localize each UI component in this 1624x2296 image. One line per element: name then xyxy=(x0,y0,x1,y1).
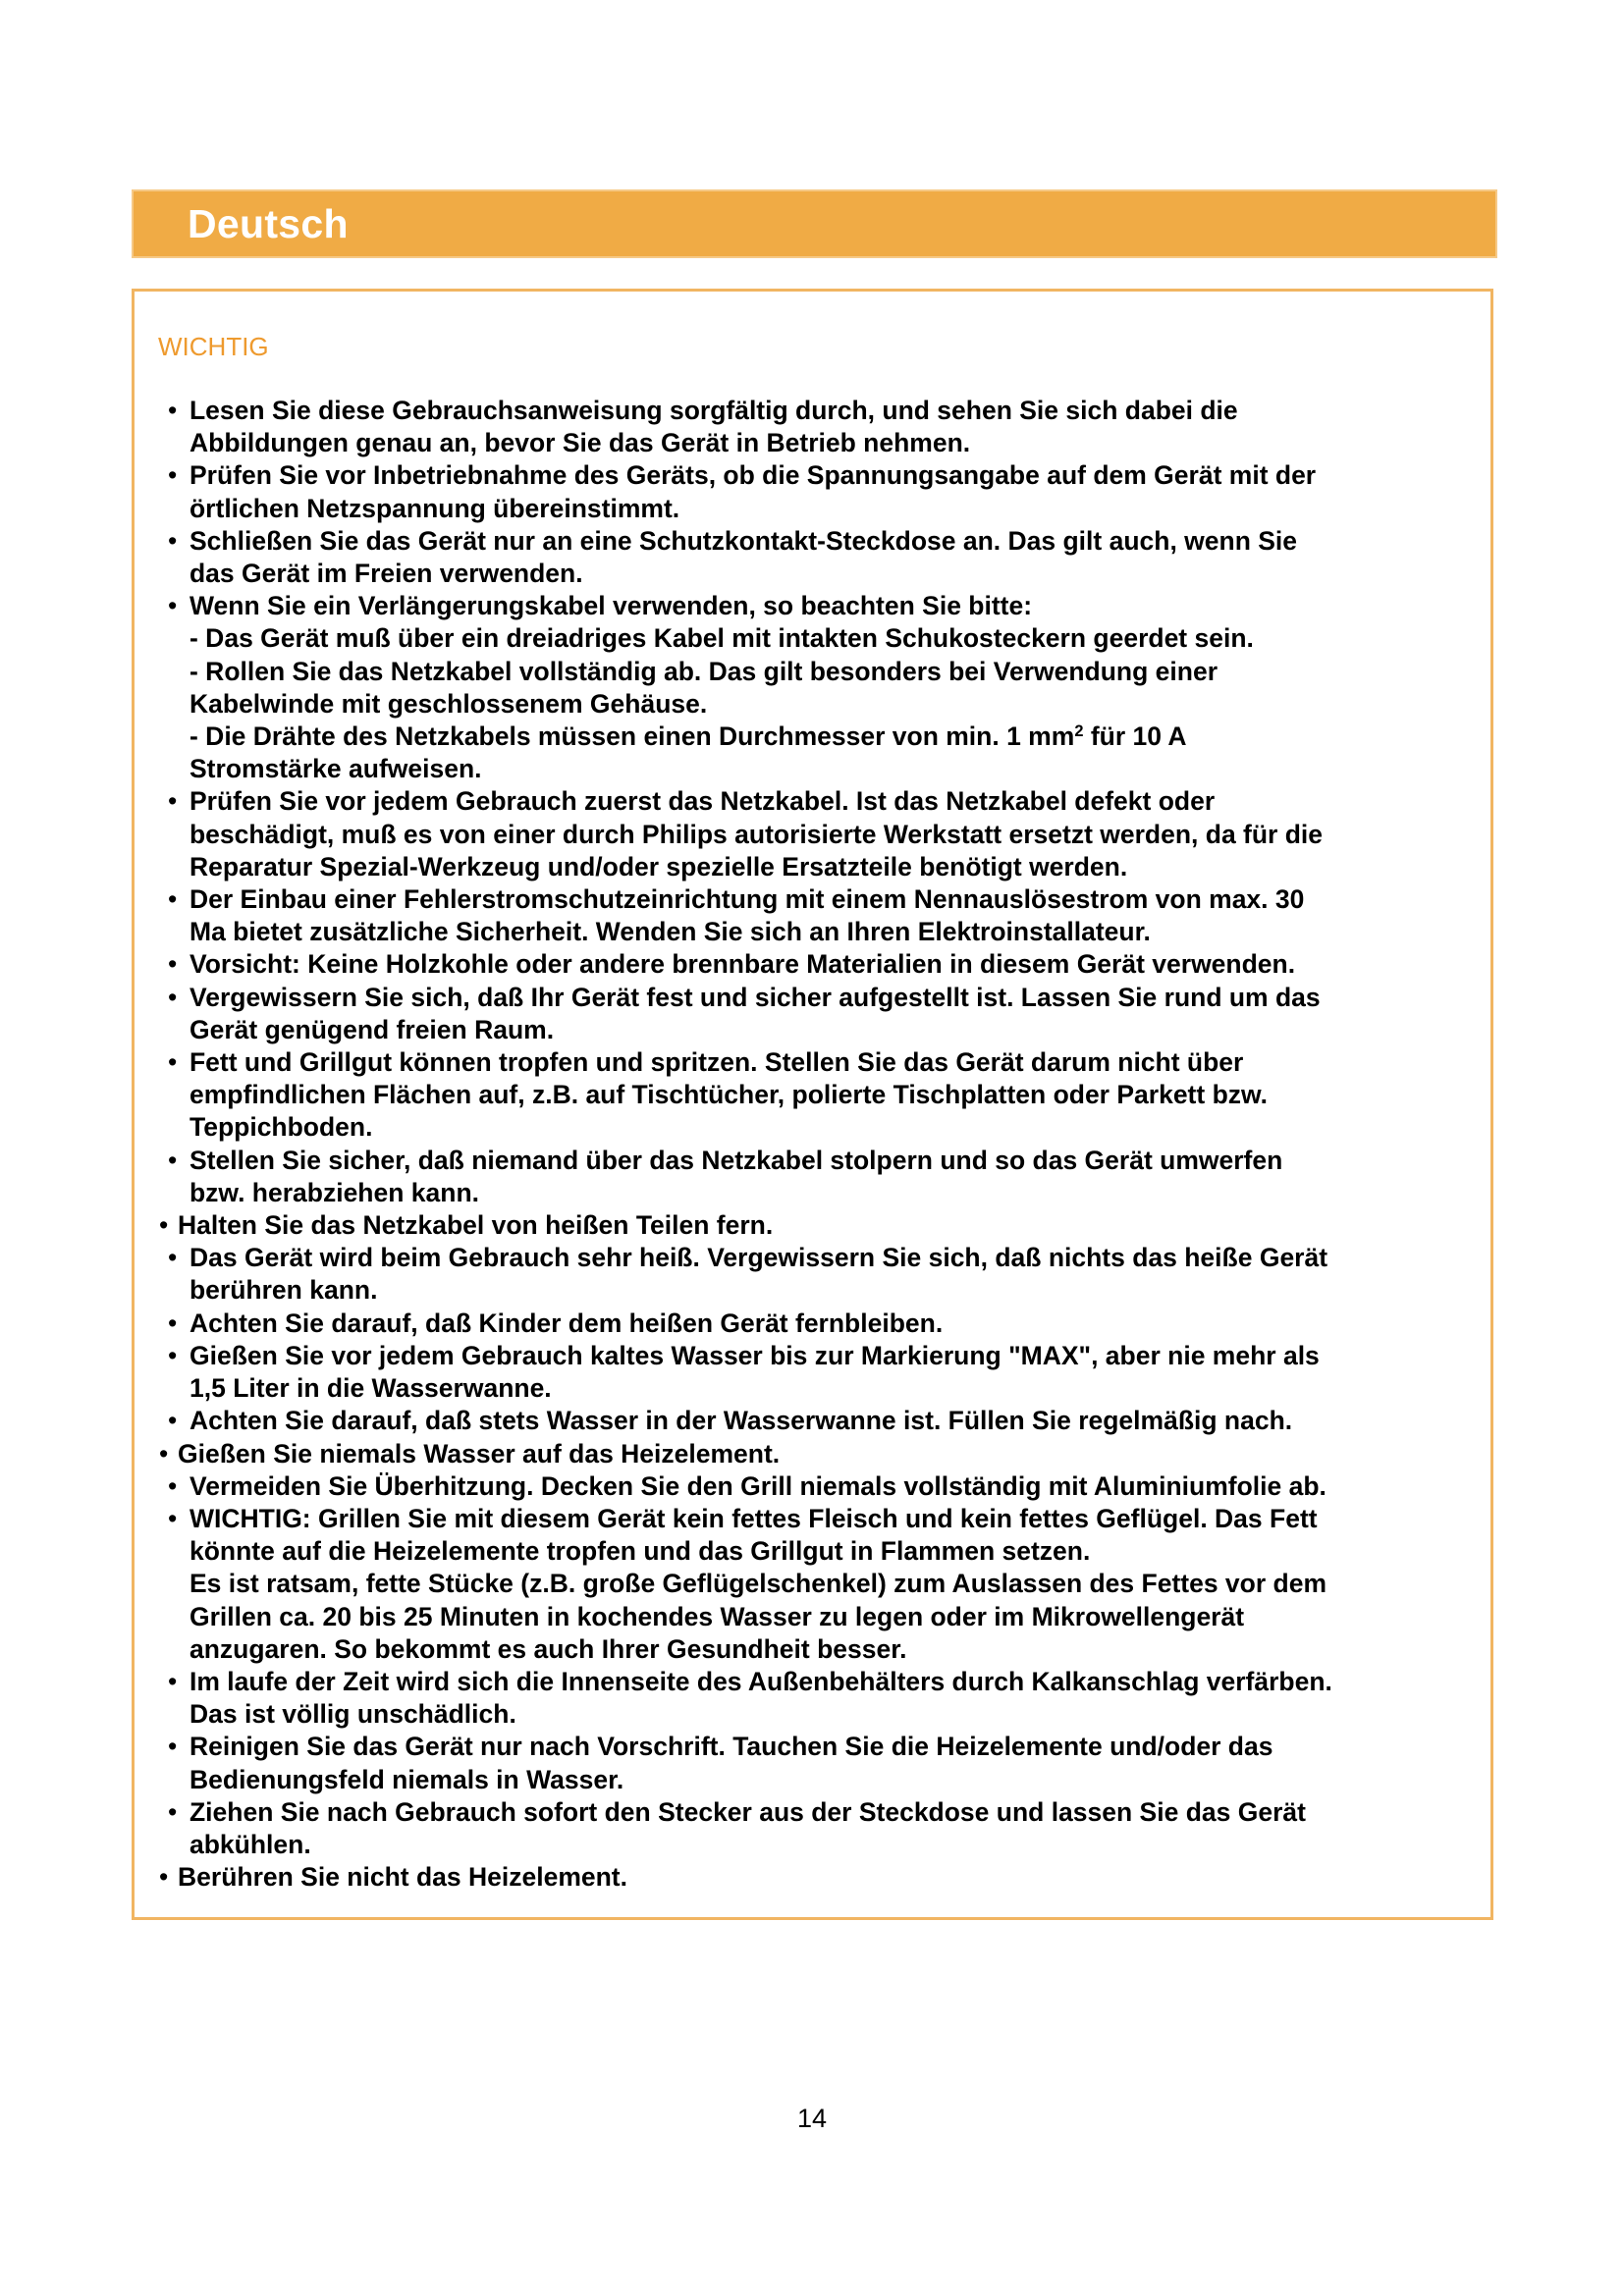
list-item xyxy=(156,1242,1477,1307)
list-item-text: WICHTIG: Grillen Sie mit diesem Gerät kein fettes Fleisch und kein fettes Geflügel. Das Fett könnte auf die Heizelemente tropfen und das Grillgut in Flammen setzen. Es ist ratsam, fette Stücke (z.B. große Geflügelschenkel) zum Auslassen des Fettes vor dem Grillen ca. 20 bis 25 Minuten in kochendes Wasser zu legen oder im Mikrowellengerät anzugaren. So bekommt es auch Ihrer Gesundheit besser. xyxy=(189,1503,1327,1664)
page-number: 14 xyxy=(796,2104,828,2133)
list-item xyxy=(156,1308,1477,1340)
bullet-icon: • xyxy=(168,525,178,556)
bullet-icon: • xyxy=(168,1047,178,1078)
list-item xyxy=(156,1145,1477,1209)
instruction-list xyxy=(156,395,1477,1894)
bullet-icon: • xyxy=(168,1732,178,1762)
list-item xyxy=(156,395,1477,459)
list-item xyxy=(156,1405,1477,1437)
list-item-text: Vergewissern Sie sich, daß Ihr Gerät fest und sicher aufgestellt ist. Lassen Sie rund um das Gerät genügend freien Raum. xyxy=(189,982,1321,1044)
bullet-icon: • xyxy=(168,884,178,915)
list-item xyxy=(156,1503,1477,1666)
list-item xyxy=(156,883,1477,948)
list-item-text: Wenn Sie ein Verlängerungskabel verwenden, so beachten Sie bitte: - Das Gerät muß über ein dreiadriges Kabel mit intakten Schukosteckern geerdet sein. - Rollen Sie das Netzkabel vollständig ab. Das gilt besonders bei Verwendung einer Kabelwinde mit geschlossenem Gehäuse. - Die Drähte des Netzkabels müssen einen Durchmesser von min. 1 mm xyxy=(189,591,1254,752)
list-item xyxy=(156,982,1477,1046)
list-item xyxy=(156,1470,1477,1503)
list-item-text-continuation: für 10 A Stromstärke aufweisen. xyxy=(189,721,1187,784)
list-item-text: Ziehen Sie nach Gebrauch sofort den Stecker aus der Steckdose und lassen Sie das Gerät abkühlen. xyxy=(189,1796,1306,1859)
bullet-icon: • xyxy=(168,1243,178,1273)
bullet-icon: • xyxy=(159,1210,169,1241)
bullet-icon: • xyxy=(159,1438,169,1468)
list-item xyxy=(156,525,1477,590)
list-item xyxy=(156,1438,1477,1470)
language-title: Deutsch xyxy=(188,201,349,246)
bullet-icon: • xyxy=(159,1862,169,1893)
list-item xyxy=(156,1209,1477,1242)
list-item xyxy=(156,459,1477,524)
list-item xyxy=(156,785,1477,883)
bullet-icon: • xyxy=(168,1340,178,1370)
bullet-icon: • xyxy=(168,949,178,980)
list-item xyxy=(156,948,1477,981)
bullet-icon: • xyxy=(168,1470,178,1501)
bullet-icon: • xyxy=(168,591,178,621)
list-item-text: Prüfen Sie vor Inbetriebnahme des Geräts, ob die Spannungsangabe auf dem Gerät mit der örtlichen Netzspannung übereinstimmt. xyxy=(189,460,1317,523)
list-item-text: Achten Sie darauf, daß stets Wasser in der Wasserwanne ist. Füllen Sie regelmäßig nach. xyxy=(189,1406,1293,1436)
list-item-text: Halten Sie das Netzkabel von heißen Teilen fern. xyxy=(178,1210,774,1241)
superscript-exponent: 2 xyxy=(1074,722,1084,740)
bullet-icon: • xyxy=(168,1406,178,1436)
bullet-icon: • xyxy=(168,982,178,1012)
list-item xyxy=(156,1731,1477,1795)
list-item-text: Prüfen Sie vor jedem Gebrauch zuerst das Netzkabel. Ist das Netzkabel defekt oder beschädigt, muß es von einer durch Philips autorisierte Werkstatt ersetzt werden, da für die Reparatur Spezial-Werkzeug und/oder spezielle Ersatzteile benötigt werden. xyxy=(189,786,1324,881)
list-item-text: Das Gerät wird beim Gebrauch sehr heiß. Vergewissern Sie sich, daß nichts das heiße Gerät berühren kann. xyxy=(189,1243,1328,1306)
bullet-icon: • xyxy=(168,1503,178,1533)
bullet-icon: • xyxy=(168,1308,178,1338)
list-item xyxy=(156,590,1477,785)
list-item-text: Gießen Sie niemals Wasser auf das Heizelement. xyxy=(178,1438,781,1468)
list-item-text: Der Einbau einer Fehlerstromschutzeinrichtung mit einem Nennauslösestrom von max. 30 Ma bietet zusätzliche Sicherheit. Wenden Sie sich an Ihren Elektroinstallateur. xyxy=(189,884,1305,947)
list-item xyxy=(156,1666,1477,1731)
bullet-icon: • xyxy=(168,786,178,817)
list-item xyxy=(156,1796,1477,1861)
list-item xyxy=(156,1340,1477,1405)
list-item xyxy=(156,1046,1477,1145)
bullet-icon: • xyxy=(168,1666,178,1696)
list-item-text: Im laufe der Zeit wird sich die Innenseite des Außenbehälters durch Kalkanschlag verfärben. Das ist völlig unschädlich. xyxy=(189,1666,1332,1730)
list-item-text: Reinigen Sie das Gerät nur nach Vorschrift. Tauchen Sie die Heizelemente und/oder das Bedienungsfeld niemals in Wasser. xyxy=(189,1732,1273,1794)
bullet-icon: • xyxy=(168,1796,178,1827)
list-item-text: Fett und Grillgut können tropfen und spritzen. Stellen Sie das Gerät darum nicht über empfindlichen Flächen auf, z.B. auf Tischtücher, polierte Tischplatten oder Parkett bzw. Teppichboden. xyxy=(189,1047,1269,1143)
list-item xyxy=(156,1861,1477,1894)
list-item-text: Vorsicht: Keine Holzkohle oder andere brennbare Materialien in diesem Gerät verwenden. xyxy=(189,949,1296,980)
list-item-text: Stellen Sie sicher, daß niemand über das Netzkabel stolpern und so das Gerät umwerfen bzw. herabziehen kann. xyxy=(189,1145,1283,1207)
bullet-icon: • xyxy=(168,1145,178,1175)
list-item-text: Schließen Sie das Gerät nur an eine Schutzkontakt-Steckdose an. Das gilt auch, wenn Sie das Gerät im Freien verwenden. xyxy=(189,525,1298,589)
section-title: WICHTIG xyxy=(158,332,269,361)
list-item-text: Achten Sie darauf, daß Kinder dem heißen Gerät fernbleiben. xyxy=(189,1308,944,1338)
list-item-text: Gießen Sie vor jedem Gebrauch kaltes Wasser bis zur Markierung "MAX", aber nie mehr als 1,5 Liter in die Wasserwanne. xyxy=(189,1340,1320,1404)
list-item-text: Lesen Sie diese Gebrauchsanweisung sorgfältig durch, und sehen Sie sich dabei die Abbildungen genau an, bevor Sie das Gerät in Betrieb nehmen. xyxy=(189,396,1238,458)
list-item-text: Berühren Sie nicht das Heizelement. xyxy=(178,1862,627,1893)
bullet-icon: • xyxy=(168,460,178,491)
language-header-bar xyxy=(132,189,1497,258)
bullet-icon: • xyxy=(168,396,178,425)
safety-instructions-box xyxy=(132,289,1493,1920)
list-item-text: Vermeiden Sie Überhitzung. Decken Sie den Grill niemals vollständig mit Aluminiumfolie ab. xyxy=(189,1470,1326,1501)
